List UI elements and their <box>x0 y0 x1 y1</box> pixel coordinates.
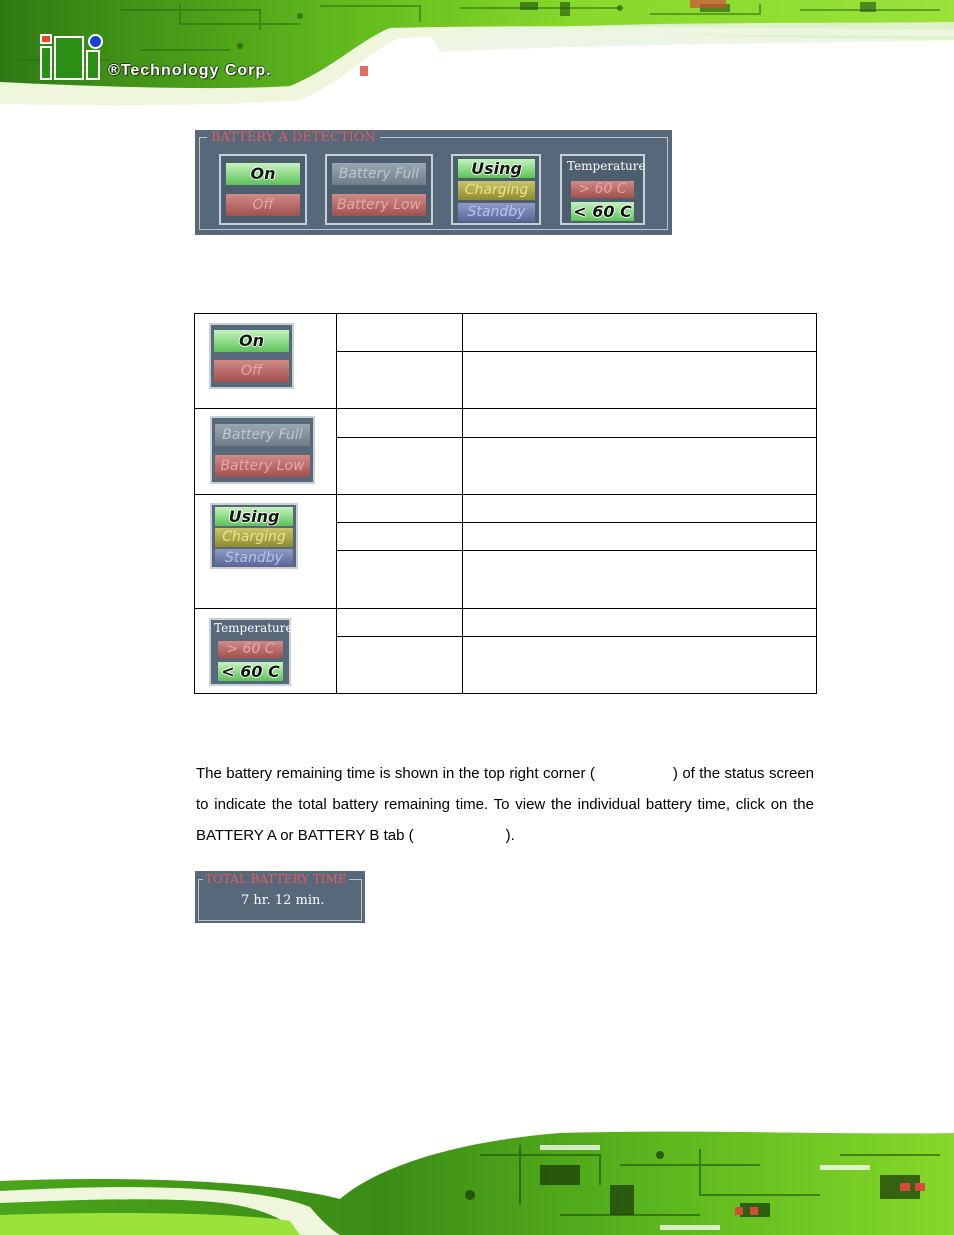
paragraph-text: ). <box>505 827 515 844</box>
capacity-indicator-image <box>210 416 315 484</box>
table-row <box>195 495 817 523</box>
company-name: ®Technology Corp. <box>108 62 272 79</box>
table-cell <box>337 352 463 409</box>
table-cell <box>463 314 817 352</box>
battery-full-sample: Battery Full <box>215 424 310 446</box>
capacity-image-cell <box>195 409 337 495</box>
charging-indicator: Charging <box>458 181 535 200</box>
temperature-high-sample: > 60 C <box>218 641 283 658</box>
total-battery-time-panel <box>195 871 365 923</box>
power-on-sample: On <box>214 330 289 352</box>
header-band <box>0 0 954 112</box>
power-on-indicator: On <box>226 163 300 185</box>
temperature-indicator <box>560 154 645 225</box>
capacity-indicator <box>325 154 433 225</box>
table-cell <box>337 438 463 495</box>
standby-sample: Standby <box>215 549 293 567</box>
footer-band <box>0 1125 954 1235</box>
battery-low-indicator: Battery Low <box>332 194 426 216</box>
table-cell <box>337 409 463 438</box>
circuit-board-footer-graphic <box>0 1125 954 1235</box>
paragraph-text: ) of the status screen to indicate the total battery remaining time. To view the individual battery time, click on the BATTERY A or BATTERY B tab ( <box>196 765 815 844</box>
power-image-cell <box>195 314 337 409</box>
temperature-sample-title: Temperature <box>214 621 293 635</box>
table-cell <box>463 551 817 609</box>
standby-indicator: Standby <box>458 203 535 222</box>
temperature-low-indicator: < 60 C <box>571 202 634 221</box>
table-row <box>195 314 817 352</box>
table-cell <box>337 523 463 551</box>
total-battery-time-legend: TOTAL BATTERY TIME <box>205 872 347 886</box>
using-indicator: Using <box>458 159 535 178</box>
total-battery-time-value: 7 hr. 12 min. <box>241 893 325 908</box>
temperature-indicator-image <box>209 618 291 686</box>
table-cell <box>463 495 817 523</box>
battery-time-paragraph <box>196 758 814 851</box>
table-cell <box>463 409 817 438</box>
table-cell <box>337 637 463 694</box>
power-off-sample: Off <box>214 360 289 382</box>
state-indicator <box>451 154 541 225</box>
power-off-indicator: Off <box>226 194 300 216</box>
table-row <box>195 609 817 637</box>
battery-detection-legend: BATTERY A DETECTION <box>207 130 380 146</box>
table-cell <box>337 551 463 609</box>
power-indicator <box>219 154 307 225</box>
temperature-title: Temperature <box>567 159 646 173</box>
battery-low-sample: Battery Low <box>215 455 310 477</box>
battery-full-indicator: Battery Full <box>332 163 426 185</box>
power-indicator-image <box>209 323 294 389</box>
indicator-description-table <box>194 313 817 694</box>
temperature-high-indicator: > 60 C <box>571 181 634 198</box>
table-row <box>195 409 817 438</box>
iei-logo-mark <box>38 34 104 82</box>
charging-sample: Charging <box>215 528 293 547</box>
temperature-low-sample: < 60 C <box>218 662 283 681</box>
iei-logo <box>38 30 272 82</box>
table-cell <box>463 637 817 694</box>
table-cell <box>337 609 463 637</box>
table-cell <box>337 495 463 523</box>
table-cell <box>463 438 817 495</box>
battery-detection-panel <box>195 130 672 235</box>
table-cell <box>337 314 463 352</box>
state-image-cell <box>195 495 337 609</box>
table-cell <box>463 352 817 409</box>
temperature-image-cell <box>195 609 337 694</box>
paragraph-text: The battery remaining time is shown in the top right corner ( <box>196 765 595 782</box>
table-cell <box>463 609 817 637</box>
state-indicator-image <box>210 503 298 569</box>
using-sample: Using <box>215 507 293 526</box>
table-cell <box>463 523 817 551</box>
